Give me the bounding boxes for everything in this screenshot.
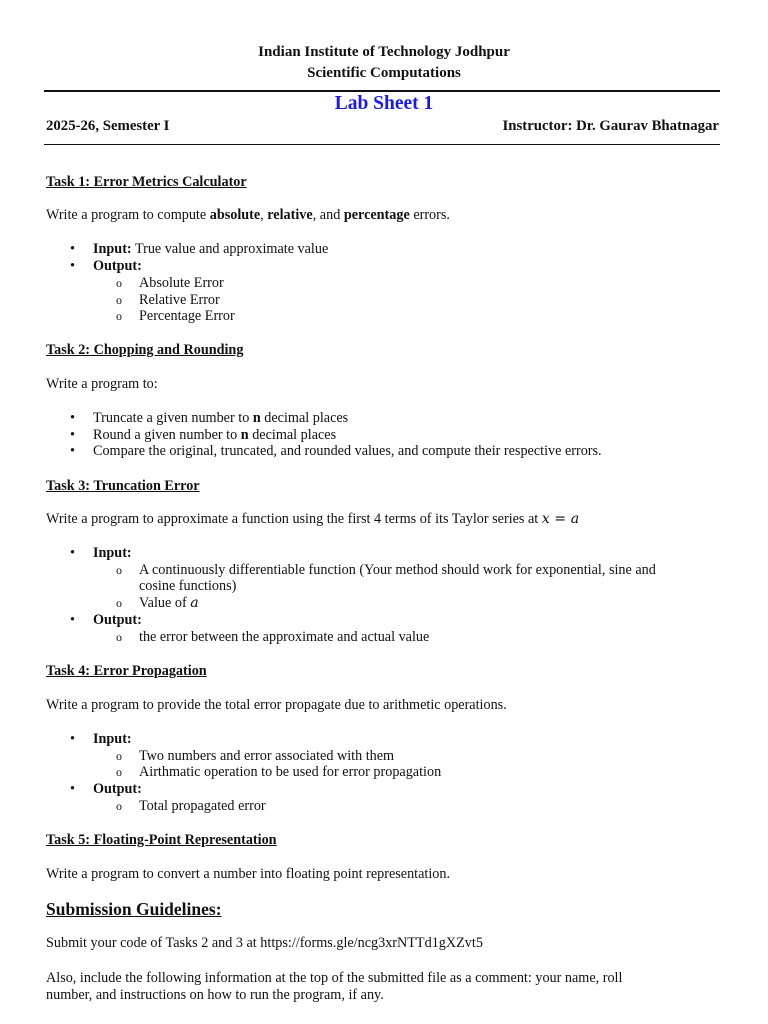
task4-input: • Input: (70, 731, 132, 748)
task1-output-item: o Relative Error (116, 292, 220, 309)
header-bottom-rule (44, 144, 720, 145)
task3-input: • Input: (70, 545, 132, 562)
session-label: 2025-26, Semester I (46, 118, 170, 134)
submission-note-line1: Also, include the following information at the top of the submitted file as a comment: your name, roll (46, 970, 623, 986)
task1-input: • Input: True value and approximate value (70, 241, 328, 258)
task2-heading: Task 2: Chopping and Rounding (46, 342, 244, 358)
submission-note-line2: number, and instructions on how to run the program, if any. (46, 987, 384, 1003)
task4-output: • Output: (70, 781, 142, 798)
task2-item: • Round a given number to n decimal places (70, 427, 336, 444)
task3-output-item: o the error between the approximate and actual value (116, 629, 429, 646)
task2-item: • Compare the original, truncated, and rounded values, and compute their respective errors. (70, 443, 602, 460)
task4-output-item: o Total propagated error (116, 798, 266, 815)
task4-input-item: o Two numbers and error associated with them (116, 748, 394, 765)
task3-input-item-cont: cosine functions) (139, 578, 237, 594)
submission-heading: Submission Guidelines: (46, 899, 222, 919)
task5-intro: Write a program to convert a number into floating point representation. (46, 866, 451, 882)
page-title: Lab Sheet 1 (334, 93, 434, 114)
task4-heading: Task 4: Error Propagation (46, 663, 207, 679)
task1-intro: Write a program to compute absolute, relative, and percentage errors. (46, 207, 450, 223)
instructor-label: Instructor: Dr. Gaurav Bhatnagar (502, 118, 719, 134)
task3-input-item: o A continuously differentiable function (Your method should work for exponential, sine and (116, 562, 656, 579)
task3-input-item: o Value of a (116, 595, 199, 612)
task4-intro: Write a program to provide the total error propagate due to arithmetic operations. (46, 697, 507, 713)
task3-output: • Output: (70, 612, 142, 629)
task1-output-item: o Absolute Error (116, 275, 224, 292)
course-name: Scientific Computations (307, 65, 461, 81)
task5-heading: Task 5: Floating-Point Representation (46, 832, 277, 848)
task1-output: • Output: (70, 258, 142, 275)
institute-name: Indian Institute of Technology Jodhpur (258, 44, 510, 60)
submission-line: Submit your code of Tasks 2 and 3 at https://forms.gle/ncg3xrNTTd1gXZvt5 (46, 935, 483, 951)
header-top-rule (44, 90, 720, 92)
task1-output-item: o Percentage Error (116, 308, 235, 325)
task4-input-item: o Airthmatic operation to be used for error propagation (116, 764, 441, 781)
task3-heading: Task 3: Truncation Error (46, 478, 200, 494)
task1-heading: Task 1: Error Metrics Calculator (46, 174, 247, 190)
task3-intro: Write a program to approximate a function using the first 4 terms of its Taylor series at x = a (46, 511, 580, 527)
task2-intro: Write a program to: (46, 376, 158, 392)
task2-item: • Truncate a given number to n decimal places (70, 410, 348, 427)
